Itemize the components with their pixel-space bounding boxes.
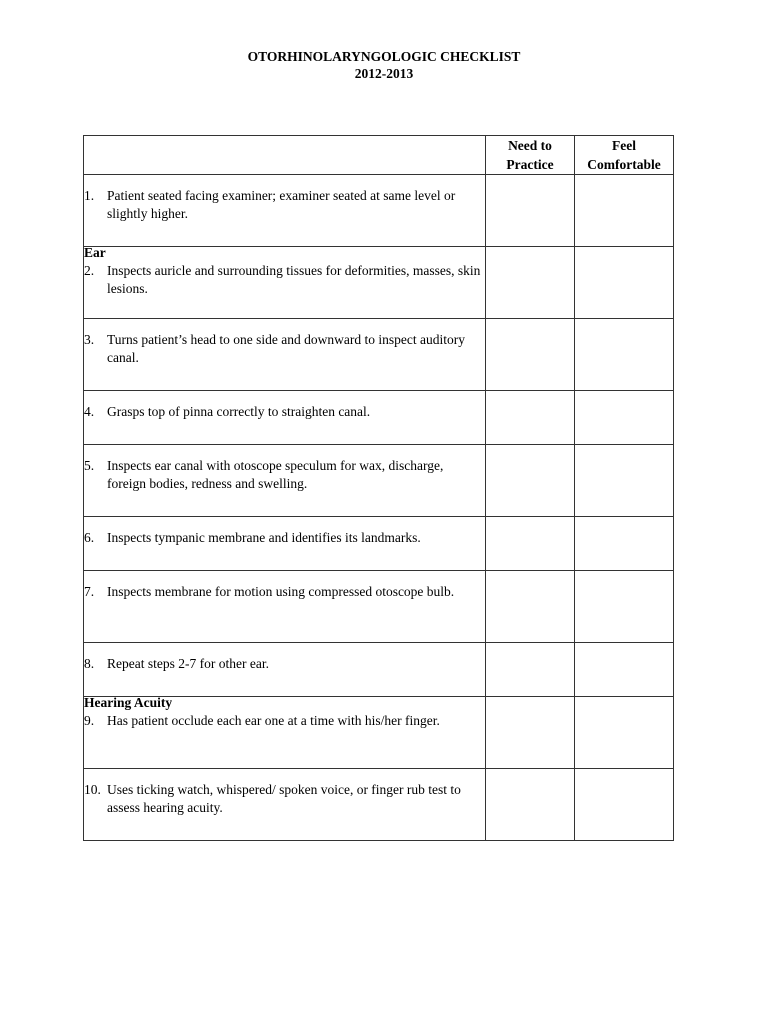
table-row	[84, 571, 674, 643]
step-text: Inspects membrane for motion using compressed otoscope bulb.	[107, 584, 455, 599]
feel-comfortable-line2: Comfortable	[587, 157, 661, 172]
step-cell	[84, 517, 486, 571]
need-to-practice-checkbox-cell[interactable]	[486, 769, 575, 841]
feel-comfortable-checkbox-cell[interactable]	[575, 571, 674, 643]
step-number: 1.	[84, 188, 95, 203]
step-cell	[84, 445, 486, 517]
step-text: Repeat steps 2-7 for other ear.	[107, 656, 269, 671]
step-number: 5.	[84, 458, 95, 473]
feel-comfortable-checkbox-cell[interactable]	[575, 247, 674, 319]
need-to-practice-checkbox-cell[interactable]	[486, 175, 575, 247]
table-row	[84, 247, 674, 319]
step-text: Grasps top of pinna correctly to straighten canal.	[107, 404, 371, 419]
step-text: Inspects tympanic membrane and identifies its landmarks.	[107, 530, 421, 545]
feel-comfortable-checkbox-cell[interactable]	[575, 697, 674, 769]
step-text: Turns patient’s head to one side and downward to inspect auditory canal.	[107, 332, 465, 365]
table-row	[84, 517, 674, 571]
table-header-row	[84, 136, 674, 175]
step-number: 9.	[84, 713, 95, 728]
table-row	[84, 769, 674, 841]
step-cell	[84, 391, 486, 445]
step-cell	[84, 643, 486, 697]
step-number: 3.	[84, 332, 95, 347]
feel-comfortable-checkbox-cell[interactable]	[575, 643, 674, 697]
section-title-ear: Ear	[84, 245, 106, 260]
column-header-need-to-practice	[486, 136, 575, 175]
step-cell	[84, 697, 486, 769]
step-text: Inspects ear canal with otoscope speculum for wax, discharge, foreign bodies, redness and swelling.	[107, 458, 444, 491]
need-to-practice-line1: Need to	[508, 138, 552, 153]
need-to-practice-line2: Practice	[506, 157, 554, 172]
step-text: Patient seated facing examiner; examiner seated at same level or slightly higher.	[107, 188, 456, 221]
step-text: Uses ticking watch, whispered/ spoken voice, or finger rub test to assess hearing acuity.	[107, 782, 461, 815]
table-row	[84, 175, 674, 247]
need-to-practice-checkbox-cell[interactable]	[486, 391, 575, 445]
step-cell	[84, 247, 486, 319]
step-number: 7.	[84, 584, 95, 599]
table-row	[84, 697, 674, 769]
step-cell	[84, 175, 486, 247]
table-row	[84, 391, 674, 445]
feel-comfortable-checkbox-cell[interactable]	[575, 391, 674, 445]
need-to-practice-checkbox-cell[interactable]	[486, 517, 575, 571]
document-title: OTORHINOLARYNGOLOGIC CHECKLIST	[247, 49, 521, 64]
table-row	[84, 643, 674, 697]
column-header-step	[84, 136, 486, 175]
step-cell	[84, 319, 486, 391]
section-title-hearing-acuity: Hearing Acuity	[84, 695, 173, 710]
need-to-practice-checkbox-cell[interactable]	[486, 697, 575, 769]
need-to-practice-checkbox-cell[interactable]	[486, 571, 575, 643]
step-number: 10.	[84, 782, 101, 797]
step-text: Has patient occlude each ear one at a time with his/her finger.	[107, 713, 440, 728]
need-to-practice-checkbox-cell[interactable]	[486, 643, 575, 697]
table-row	[84, 319, 674, 391]
step-number: 6.	[84, 530, 95, 545]
need-to-practice-checkbox-cell[interactable]	[486, 247, 575, 319]
feel-comfortable-checkbox-cell[interactable]	[575, 175, 674, 247]
feel-comfortable-checkbox-cell[interactable]	[575, 517, 674, 571]
feel-comfortable-line1: Feel	[612, 138, 636, 153]
step-number: 2.	[84, 263, 95, 278]
document-subtitle: 2012-2013	[354, 66, 414, 81]
step-number: 4.	[84, 404, 95, 419]
feel-comfortable-checkbox-cell[interactable]	[575, 445, 674, 517]
need-to-practice-checkbox-cell[interactable]	[486, 319, 575, 391]
step-number: 8.	[84, 656, 95, 671]
feel-comfortable-checkbox-cell[interactable]	[575, 769, 674, 841]
checklist-table	[83, 135, 674, 841]
column-header-feel-comfortable	[575, 136, 674, 175]
step-cell	[84, 769, 486, 841]
need-to-practice-checkbox-cell[interactable]	[486, 445, 575, 517]
step-cell	[84, 571, 486, 643]
step-text: Inspects auricle and surrounding tissues for deformities, masses, skin lesions.	[107, 263, 481, 296]
table-row	[84, 445, 674, 517]
feel-comfortable-checkbox-cell[interactable]	[575, 319, 674, 391]
